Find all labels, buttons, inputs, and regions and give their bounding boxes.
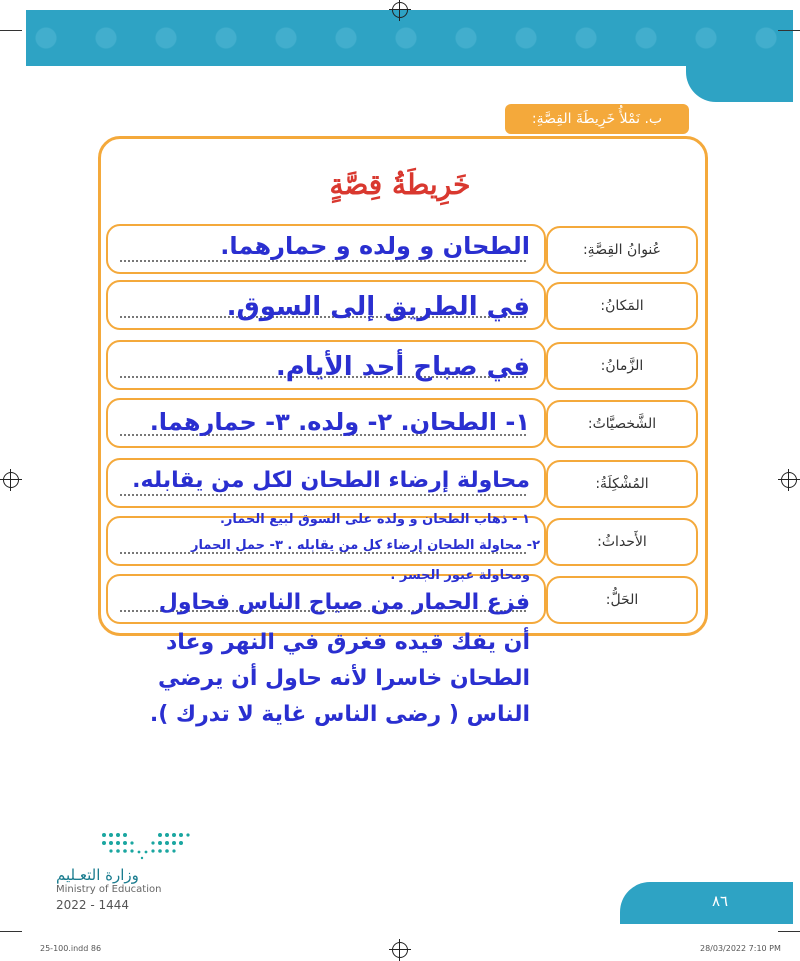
label-characters: الشَّخصيَّاتُ: [546,400,698,448]
registration-mark-top [392,2,408,18]
ministry-logo-icon [100,830,190,860]
ministry-name-en: Ministry of Education [56,884,162,895]
label-place: المَكانُ: [546,282,698,330]
answer-place: في الطريق إلى السوق. [226,292,530,322]
label-solution: الحَلُّ: [546,576,698,624]
solution-line-4: الناس ( رضى الناس غاية لا تدرك ). [149,702,530,727]
section-tag: ب. نَمْلأُ خَرِيطَةَ القِصَّةِ: [505,104,689,134]
registration-mark-bottom [392,942,408,958]
banner-tab [686,66,793,102]
label-title: عُنوانُ القِصَّةِ: [546,226,698,274]
story-map-title: خَرِيطَةُ قِصَّةٍ [329,168,471,201]
dotted-line [120,494,526,496]
crop-mark [778,30,800,31]
banner-pattern [26,10,793,66]
solution-line-3: الطحان خاسرا لأنه حاول أن يرضي [157,666,530,691]
dotted-line [120,260,526,262]
file-slug: 25-100.indd 86 [40,944,102,953]
crop-mark [0,931,22,932]
label-time: الزَّمانُ: [546,342,698,390]
events-line-2: ٢- محاولة الطحان إرضاء كل من يقابله . ٣- حمل الحمار [191,538,540,553]
answer-characters: ١- الطحان. ٢- ولده. ٣- حمارهما. [149,408,530,436]
edition-year: 2022 - 1444 [56,898,130,912]
ministry-name-ar: وزارة التعـليم [56,866,139,884]
crop-mark [778,931,800,932]
answer-time: في صباح أحد الأيام. [275,352,530,382]
crop-mark [0,30,22,31]
answer-title: الطحان و ولده و حمارهما. [220,232,530,260]
page-number: ٨٦ [711,892,729,910]
date-slug: 28/03/2022 7:10 PM [700,944,781,953]
solution-line-1: فزع الحمار من صياح الناس فحاول [158,590,530,615]
answer-problem: محاولة إرضاء الطحان لكل من يقابله. [132,468,530,493]
events-line-1: ١ - ذهاب الطحان و ولده على السوق لبيع الحمار. [219,512,530,527]
solution-line-2: أن يفك قيده فغرق في النهر وعاد [165,630,530,655]
registration-mark-right [781,472,797,488]
label-events: الأَحداثُ: [546,518,698,566]
events-line-3: ومحاولة عبور الجسر . [390,568,530,583]
label-problem: المُشْكِلَةُ: [546,460,698,508]
registration-mark-left [3,472,19,488]
